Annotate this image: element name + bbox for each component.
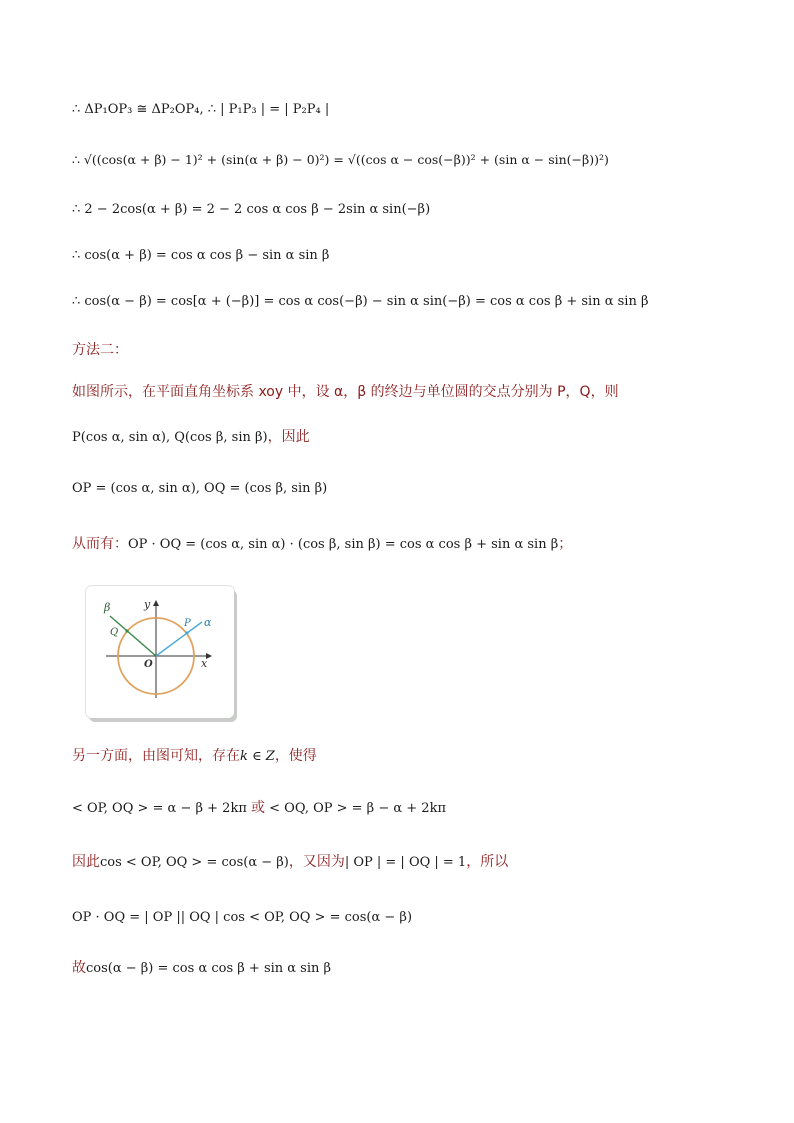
unit-circle-diagram <box>86 586 234 718</box>
vectors-line: OP = (cos α, sin α), OQ = (cos β, sin β) <box>72 481 328 496</box>
expanded-equation-line: ∴ 2 − 2cos(α + β) = 2 − 2 cos α cos β − 2sin α sin(−β) <box>72 202 431 217</box>
k-in-z: k ∈ Z <box>240 749 275 764</box>
beta-label: β <box>104 601 111 614</box>
alpha-label: α <box>204 616 212 629</box>
final-formula: cos(α − β) = cos α cos β + sin α sin β <box>86 961 332 976</box>
hence-a: cos < OP, OQ > = cos(α − β) <box>100 855 289 870</box>
product-line: OP · OQ = | OP || OQ | cos < OP, OQ > = cos(α − β) <box>72 910 413 925</box>
point-q <box>125 629 128 632</box>
angle-a: < OP, OQ > = α − β + 2kπ <box>72 801 247 816</box>
distance-equation-line: ∴ √((cos(α + β) − 1)² + (sin(α + β) − 0)²) = √((cos α − cos(−β))² + (sin α − sin(−β))²) <box>72 152 609 167</box>
point-p <box>185 631 188 634</box>
hence-b: | OP | = | OQ | = 1 <box>344 855 467 870</box>
dot-math: OP · OQ = (cos α, sin α) · (cos β, sin β) = cos α cos β + sin α sin β <box>128 537 559 552</box>
q-label: Q <box>110 627 119 638</box>
dot-product-line <box>72 534 572 555</box>
conclusion-line <box>72 958 331 979</box>
angle-line <box>72 798 446 819</box>
hence-prefix: 因此 <box>72 854 100 870</box>
congruence-line: ∴ ΔP₁OP₃ ≅ ΔP₂OP₄, ∴ | P₁P₃ | = | P₂P₄ | <box>72 102 330 117</box>
dot-prefix: 从而有： <box>72 536 128 552</box>
alpha-ray <box>156 622 202 656</box>
method-two-intro: 如图所示，在平面直角坐标系 xoy 中，设 α，β 的终边与单位圆的交点分别为 P，Q，则 <box>72 384 619 400</box>
unit-circle-figure <box>86 586 234 718</box>
method-two-heading: 方法二： <box>72 342 128 358</box>
p-label: P <box>184 618 191 629</box>
other-side-line <box>72 746 317 767</box>
hence-mid: ，又因为 <box>288 854 345 870</box>
final-prefix: 故 <box>72 960 86 976</box>
y-label: y <box>144 598 151 611</box>
x-label: x <box>201 657 208 670</box>
y-axis-arrow <box>153 600 159 606</box>
angle-or: 或 <box>251 800 265 816</box>
other-suffix: ，使得 <box>274 748 317 764</box>
angle-b: < OQ, OP > = β − α + 2kπ <box>269 801 446 816</box>
dot-suffix: ； <box>558 536 573 552</box>
points-line <box>72 427 310 448</box>
cos-sum-line: ∴ cos(α + β) = cos α cos β − sin α sin β <box>72 248 330 263</box>
other-prefix: 另一方面，由图可知，存在 <box>72 748 240 764</box>
cos-difference-line: ∴ cos(α − β) = cos[α + (−β)] = cos α cos(−β) − sin α sin(−β) = cos α cos β + sin α sin β <box>72 294 649 309</box>
hence-suffix: ，所以 <box>466 854 509 870</box>
points-suffix: ，因此 <box>267 429 310 445</box>
origin-label: O <box>144 659 153 670</box>
points-math: P(cos α, sin α), Q(cos β, sin β) <box>72 430 268 445</box>
hence-line <box>72 852 508 873</box>
